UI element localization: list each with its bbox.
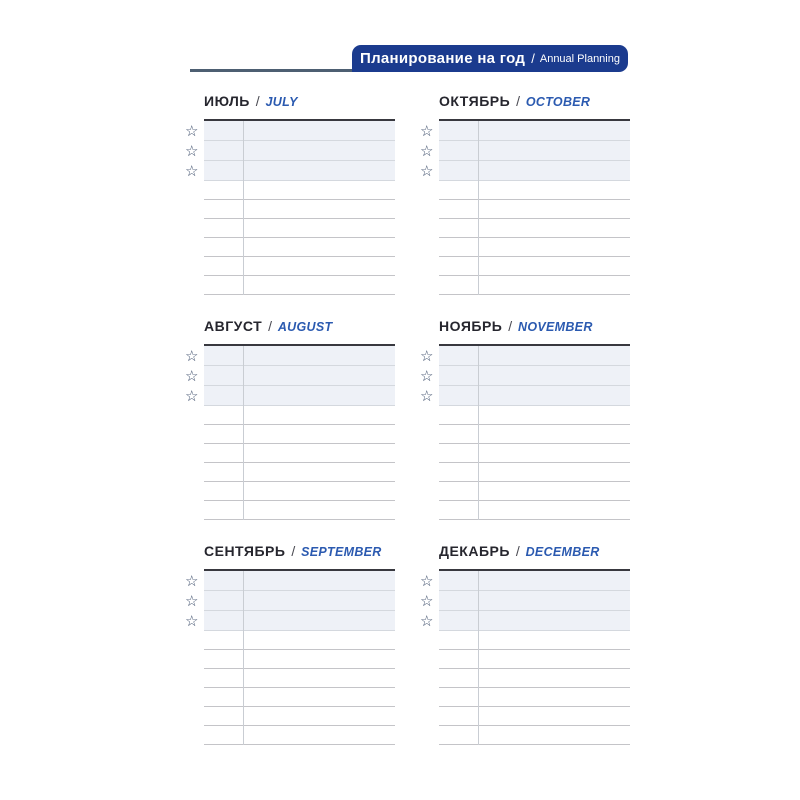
starred-row [204, 366, 395, 386]
page-header [352, 45, 628, 72]
star-icon: ☆ [420, 612, 434, 630]
ruled-row [204, 631, 395, 650]
starred-row [439, 121, 630, 141]
month-name-ru: СЕНТЯБРЬ [204, 543, 286, 559]
ruled-row [439, 219, 630, 238]
ruled-row [204, 200, 395, 219]
starred-row [439, 161, 630, 181]
month-name-en: SEPTEMBER [301, 545, 382, 559]
planning-table [204, 344, 395, 520]
ruled-row [204, 726, 395, 745]
starred-row [439, 386, 630, 406]
ruled-row [204, 238, 395, 257]
starred-row [204, 346, 395, 366]
ruled-row [204, 257, 395, 276]
ruled-row [204, 482, 395, 501]
month-name-ru: АВГУСТ [204, 318, 263, 334]
month-title-separator: / [515, 543, 520, 559]
ruled-row [439, 631, 630, 650]
starred-row [439, 611, 630, 631]
months-grid [185, 93, 630, 745]
ruled-row [204, 707, 395, 726]
ruled-row [439, 444, 630, 463]
ruled-row [439, 238, 630, 257]
ruled-row [204, 406, 395, 425]
star-icon: ☆ [185, 122, 199, 140]
ruled-row [204, 219, 395, 238]
month-name-en: AUGUST [277, 320, 333, 334]
priority-stars-column [185, 119, 204, 295]
ruled-row [439, 669, 630, 688]
month-section [420, 93, 630, 295]
star-icon: ☆ [185, 387, 199, 405]
month-title [204, 93, 395, 111]
page-title: Планирование на год [360, 50, 526, 67]
ruled-row [439, 406, 630, 425]
star-icon: ☆ [420, 162, 434, 180]
month-title-separator: / [508, 318, 513, 334]
month-title [439, 543, 630, 561]
star-icon: ☆ [185, 367, 199, 385]
star-icon: ☆ [420, 367, 434, 385]
ruled-row [204, 463, 395, 482]
ruled-row [204, 425, 395, 444]
month-name-en: DECEMBER [525, 545, 600, 559]
ruled-row [439, 200, 630, 219]
month-title [439, 93, 630, 111]
starred-row [204, 121, 395, 141]
month-name-en: NOVEMBER [518, 320, 593, 334]
ruled-row [204, 650, 395, 669]
star-icon: ☆ [185, 347, 199, 365]
ruled-row [439, 726, 630, 745]
month-section [420, 543, 630, 745]
starred-row [204, 571, 395, 591]
ruled-row [439, 463, 630, 482]
priority-stars-column [420, 569, 439, 745]
planning-table [439, 119, 630, 295]
month-section [185, 318, 395, 520]
ruled-row [439, 688, 630, 707]
ruled-row [439, 482, 630, 501]
starred-row [439, 591, 630, 611]
month-title-separator: / [268, 318, 272, 334]
star-icon: ☆ [185, 162, 199, 180]
starred-row [439, 571, 630, 591]
starred-row [204, 161, 395, 181]
month-title-separator: / [291, 543, 296, 559]
star-icon: ☆ [420, 122, 434, 140]
starred-row [439, 366, 630, 386]
starred-row [439, 346, 630, 366]
star-icon: ☆ [185, 592, 199, 610]
month-name-ru: НОЯБРЬ [439, 318, 503, 334]
ruled-row [439, 501, 630, 520]
month-title-separator: / [255, 93, 260, 109]
month-name-ru: ДЕКАБРЬ [439, 543, 510, 559]
priority-stars-column [420, 119, 439, 295]
month-section [420, 318, 630, 520]
planning-table [204, 119, 395, 295]
star-icon: ☆ [185, 612, 199, 630]
page-title-separator: / [531, 51, 535, 66]
priority-stars-column [185, 344, 204, 520]
month-section [185, 543, 395, 745]
star-icon: ☆ [185, 142, 199, 160]
month-title [439, 318, 630, 336]
star-icon: ☆ [420, 387, 434, 405]
priority-stars-column [420, 344, 439, 520]
ruled-row [204, 688, 395, 707]
ruled-row [204, 181, 395, 200]
star-icon: ☆ [420, 347, 434, 365]
planning-table [204, 569, 395, 745]
month-name-en: OCTOBER [525, 95, 591, 109]
ruled-row [439, 707, 630, 726]
star-icon: ☆ [420, 592, 434, 610]
month-name-ru: ИЮЛЬ [204, 93, 250, 109]
month-title [204, 543, 395, 561]
month-name-en: JULY [265, 95, 298, 109]
month-title-separator: / [516, 93, 520, 109]
star-icon: ☆ [420, 572, 434, 590]
priority-stars-column [185, 569, 204, 745]
ruled-row [439, 425, 630, 444]
star-icon: ☆ [420, 142, 434, 160]
star-icon: ☆ [185, 572, 199, 590]
ruled-row [439, 257, 630, 276]
planning-table [439, 344, 630, 520]
ruled-row [204, 276, 395, 295]
starred-row [204, 141, 395, 161]
month-section [185, 93, 395, 295]
month-name-ru: ОКТЯБРЬ [439, 93, 511, 109]
planning-table [439, 569, 630, 745]
ruled-row [439, 650, 630, 669]
starred-row [204, 386, 395, 406]
header-underline-rule [190, 69, 352, 72]
month-title [204, 318, 395, 336]
starred-row [439, 141, 630, 161]
ruled-row [204, 444, 395, 463]
ruled-row [204, 669, 395, 688]
page-subtitle: Annual Planning [539, 52, 620, 65]
starred-row [204, 591, 395, 611]
starred-row [204, 611, 395, 631]
ruled-row [439, 276, 630, 295]
ruled-row [439, 181, 630, 200]
ruled-row [204, 501, 395, 520]
